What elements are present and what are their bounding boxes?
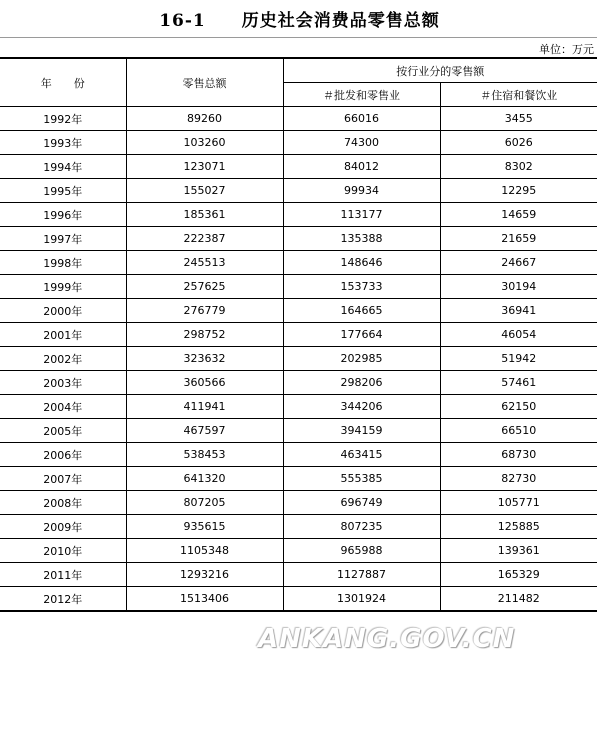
cell-total: 257625: [126, 275, 283, 299]
cell-lodging-catering: 46054: [440, 323, 597, 347]
header-lodging-catering: ＃住宿和餐饮业: [440, 83, 597, 107]
cell-total: 222387: [126, 227, 283, 251]
cell-wholesale-retail: 99934: [283, 179, 440, 203]
cell-year: 1993年: [0, 131, 126, 155]
cell-wholesale-retail: 135388: [283, 227, 440, 251]
cell-year: 2002年: [0, 347, 126, 371]
cell-total: 807205: [126, 491, 283, 515]
cell-total: 103260: [126, 131, 283, 155]
table-row: [0, 179, 597, 203]
cell-wholesale-retail: 74300: [283, 131, 440, 155]
cell-year: 2004年: [0, 395, 126, 419]
cell-lodging-catering: 82730: [440, 467, 597, 491]
table-row: [0, 227, 597, 251]
unit-label: 单位：万元: [539, 43, 594, 56]
cell-total: 89260: [126, 107, 283, 131]
cell-total: 1293216: [126, 563, 283, 587]
cell-year: 1996年: [0, 203, 126, 227]
cell-wholesale-retail: 84012: [283, 155, 440, 179]
header-wholesale-retail: ＃批发和零售业: [283, 83, 440, 107]
cell-wholesale-retail: 696749: [283, 491, 440, 515]
cell-year: 1997年: [0, 227, 126, 251]
cell-lodging-catering: 139361: [440, 539, 597, 563]
cell-year: 2005年: [0, 419, 126, 443]
cell-total: 538453: [126, 443, 283, 467]
table-row: [0, 131, 597, 155]
header-total: 零售总额: [126, 58, 283, 107]
table-row: [0, 323, 597, 347]
cell-lodging-catering: 165329: [440, 563, 597, 587]
cell-lodging-catering: 3455: [440, 107, 597, 131]
table-row: [0, 515, 597, 539]
cell-wholesale-retail: 177664: [283, 323, 440, 347]
cell-lodging-catering: 30194: [440, 275, 597, 299]
table-row: [0, 371, 597, 395]
cell-lodging-catering: 14659: [440, 203, 597, 227]
cell-year: 2010年: [0, 539, 126, 563]
header-year-char-1: 年: [40, 76, 52, 90]
cell-wholesale-retail: 298206: [283, 371, 440, 395]
cell-total: 276779: [126, 299, 283, 323]
cell-lodging-catering: 12295: [440, 179, 597, 203]
cell-year: 1999年: [0, 275, 126, 299]
table-row: [0, 539, 597, 563]
cell-year: 2006年: [0, 443, 126, 467]
cell-wholesale-retail: 113177: [283, 203, 440, 227]
cell-lodging-catering: 24667: [440, 251, 597, 275]
table-row: [0, 467, 597, 491]
title-divider: [0, 37, 597, 38]
table-row: [0, 443, 597, 467]
cell-year: 1994年: [0, 155, 126, 179]
table-row: [0, 491, 597, 515]
cell-wholesale-retail: 164665: [283, 299, 440, 323]
header-year: [0, 58, 126, 107]
cell-lodging-catering: 66510: [440, 419, 597, 443]
cell-total: 1513406: [126, 587, 283, 612]
cell-year: 2007年: [0, 467, 126, 491]
retail-sales-table: [0, 57, 597, 612]
table-row: [0, 155, 597, 179]
cell-total: 641320: [126, 467, 283, 491]
cell-year: 2008年: [0, 491, 126, 515]
cell-lodging-catering: 6026: [440, 131, 597, 155]
cell-lodging-catering: 21659: [440, 227, 597, 251]
cell-total: 245513: [126, 251, 283, 275]
cell-year: 1992年: [0, 107, 126, 131]
cell-lodging-catering: 36941: [440, 299, 597, 323]
cell-year: 2009年: [0, 515, 126, 539]
table-body: [0, 107, 597, 612]
cell-lodging-catering: 51942: [440, 347, 597, 371]
cell-year: 2003年: [0, 371, 126, 395]
cell-year: 2001年: [0, 323, 126, 347]
page-title: 16-1 历史社会消费品零售总额: [159, 11, 440, 31]
table-row: [0, 395, 597, 419]
cell-total: 123071: [126, 155, 283, 179]
table-row: [0, 563, 597, 587]
cell-total: 360566: [126, 371, 283, 395]
cell-wholesale-retail: 344206: [283, 395, 440, 419]
cell-year: 1998年: [0, 251, 126, 275]
cell-wholesale-retail: 555385: [283, 467, 440, 491]
header-year-char-2: 份: [73, 76, 85, 90]
cell-total: 323632: [126, 347, 283, 371]
cell-wholesale-retail: 965988: [283, 539, 440, 563]
cell-total: 298752: [126, 323, 283, 347]
table-row: [0, 299, 597, 323]
cell-year: 2000年: [0, 299, 126, 323]
cell-wholesale-retail: 202985: [283, 347, 440, 371]
cell-lodging-catering: 68730: [440, 443, 597, 467]
cell-lodging-catering: 125885: [440, 515, 597, 539]
cell-wholesale-retail: 1127887: [283, 563, 440, 587]
cell-lodging-catering: 8302: [440, 155, 597, 179]
cell-year: 1995年: [0, 179, 126, 203]
cell-lodging-catering: 211482: [440, 587, 597, 612]
table-row: [0, 275, 597, 299]
table-row: [0, 587, 597, 612]
table-header: [0, 58, 597, 107]
cell-lodging-catering: 57461: [440, 371, 597, 395]
table-row: [0, 107, 597, 131]
cell-total: 155027: [126, 179, 283, 203]
cell-lodging-catering: 62150: [440, 395, 597, 419]
cell-total: 411941: [126, 395, 283, 419]
cell-total: 935615: [126, 515, 283, 539]
table-row: [0, 251, 597, 275]
cell-wholesale-retail: 148646: [283, 251, 440, 275]
cell-lodging-catering: 105771: [440, 491, 597, 515]
cell-wholesale-retail: 394159: [283, 419, 440, 443]
table-row: [0, 203, 597, 227]
cell-wholesale-retail: 807235: [283, 515, 440, 539]
table-row: [0, 347, 597, 371]
cell-year: 2011年: [0, 563, 126, 587]
watermark: ANKANG.GOV.CN: [258, 624, 516, 654]
cell-total: 185361: [126, 203, 283, 227]
cell-wholesale-retail: 463415: [283, 443, 440, 467]
table-row: [0, 419, 597, 443]
cell-total: 1105348: [126, 539, 283, 563]
cell-wholesale-retail: 66016: [283, 107, 440, 131]
cell-year: 2012年: [0, 587, 126, 612]
cell-wholesale-retail: 153733: [283, 275, 440, 299]
cell-wholesale-retail: 1301924: [283, 587, 440, 612]
header-by-industry: 按行业分的零售额: [283, 58, 597, 83]
cell-total: 467597: [126, 419, 283, 443]
